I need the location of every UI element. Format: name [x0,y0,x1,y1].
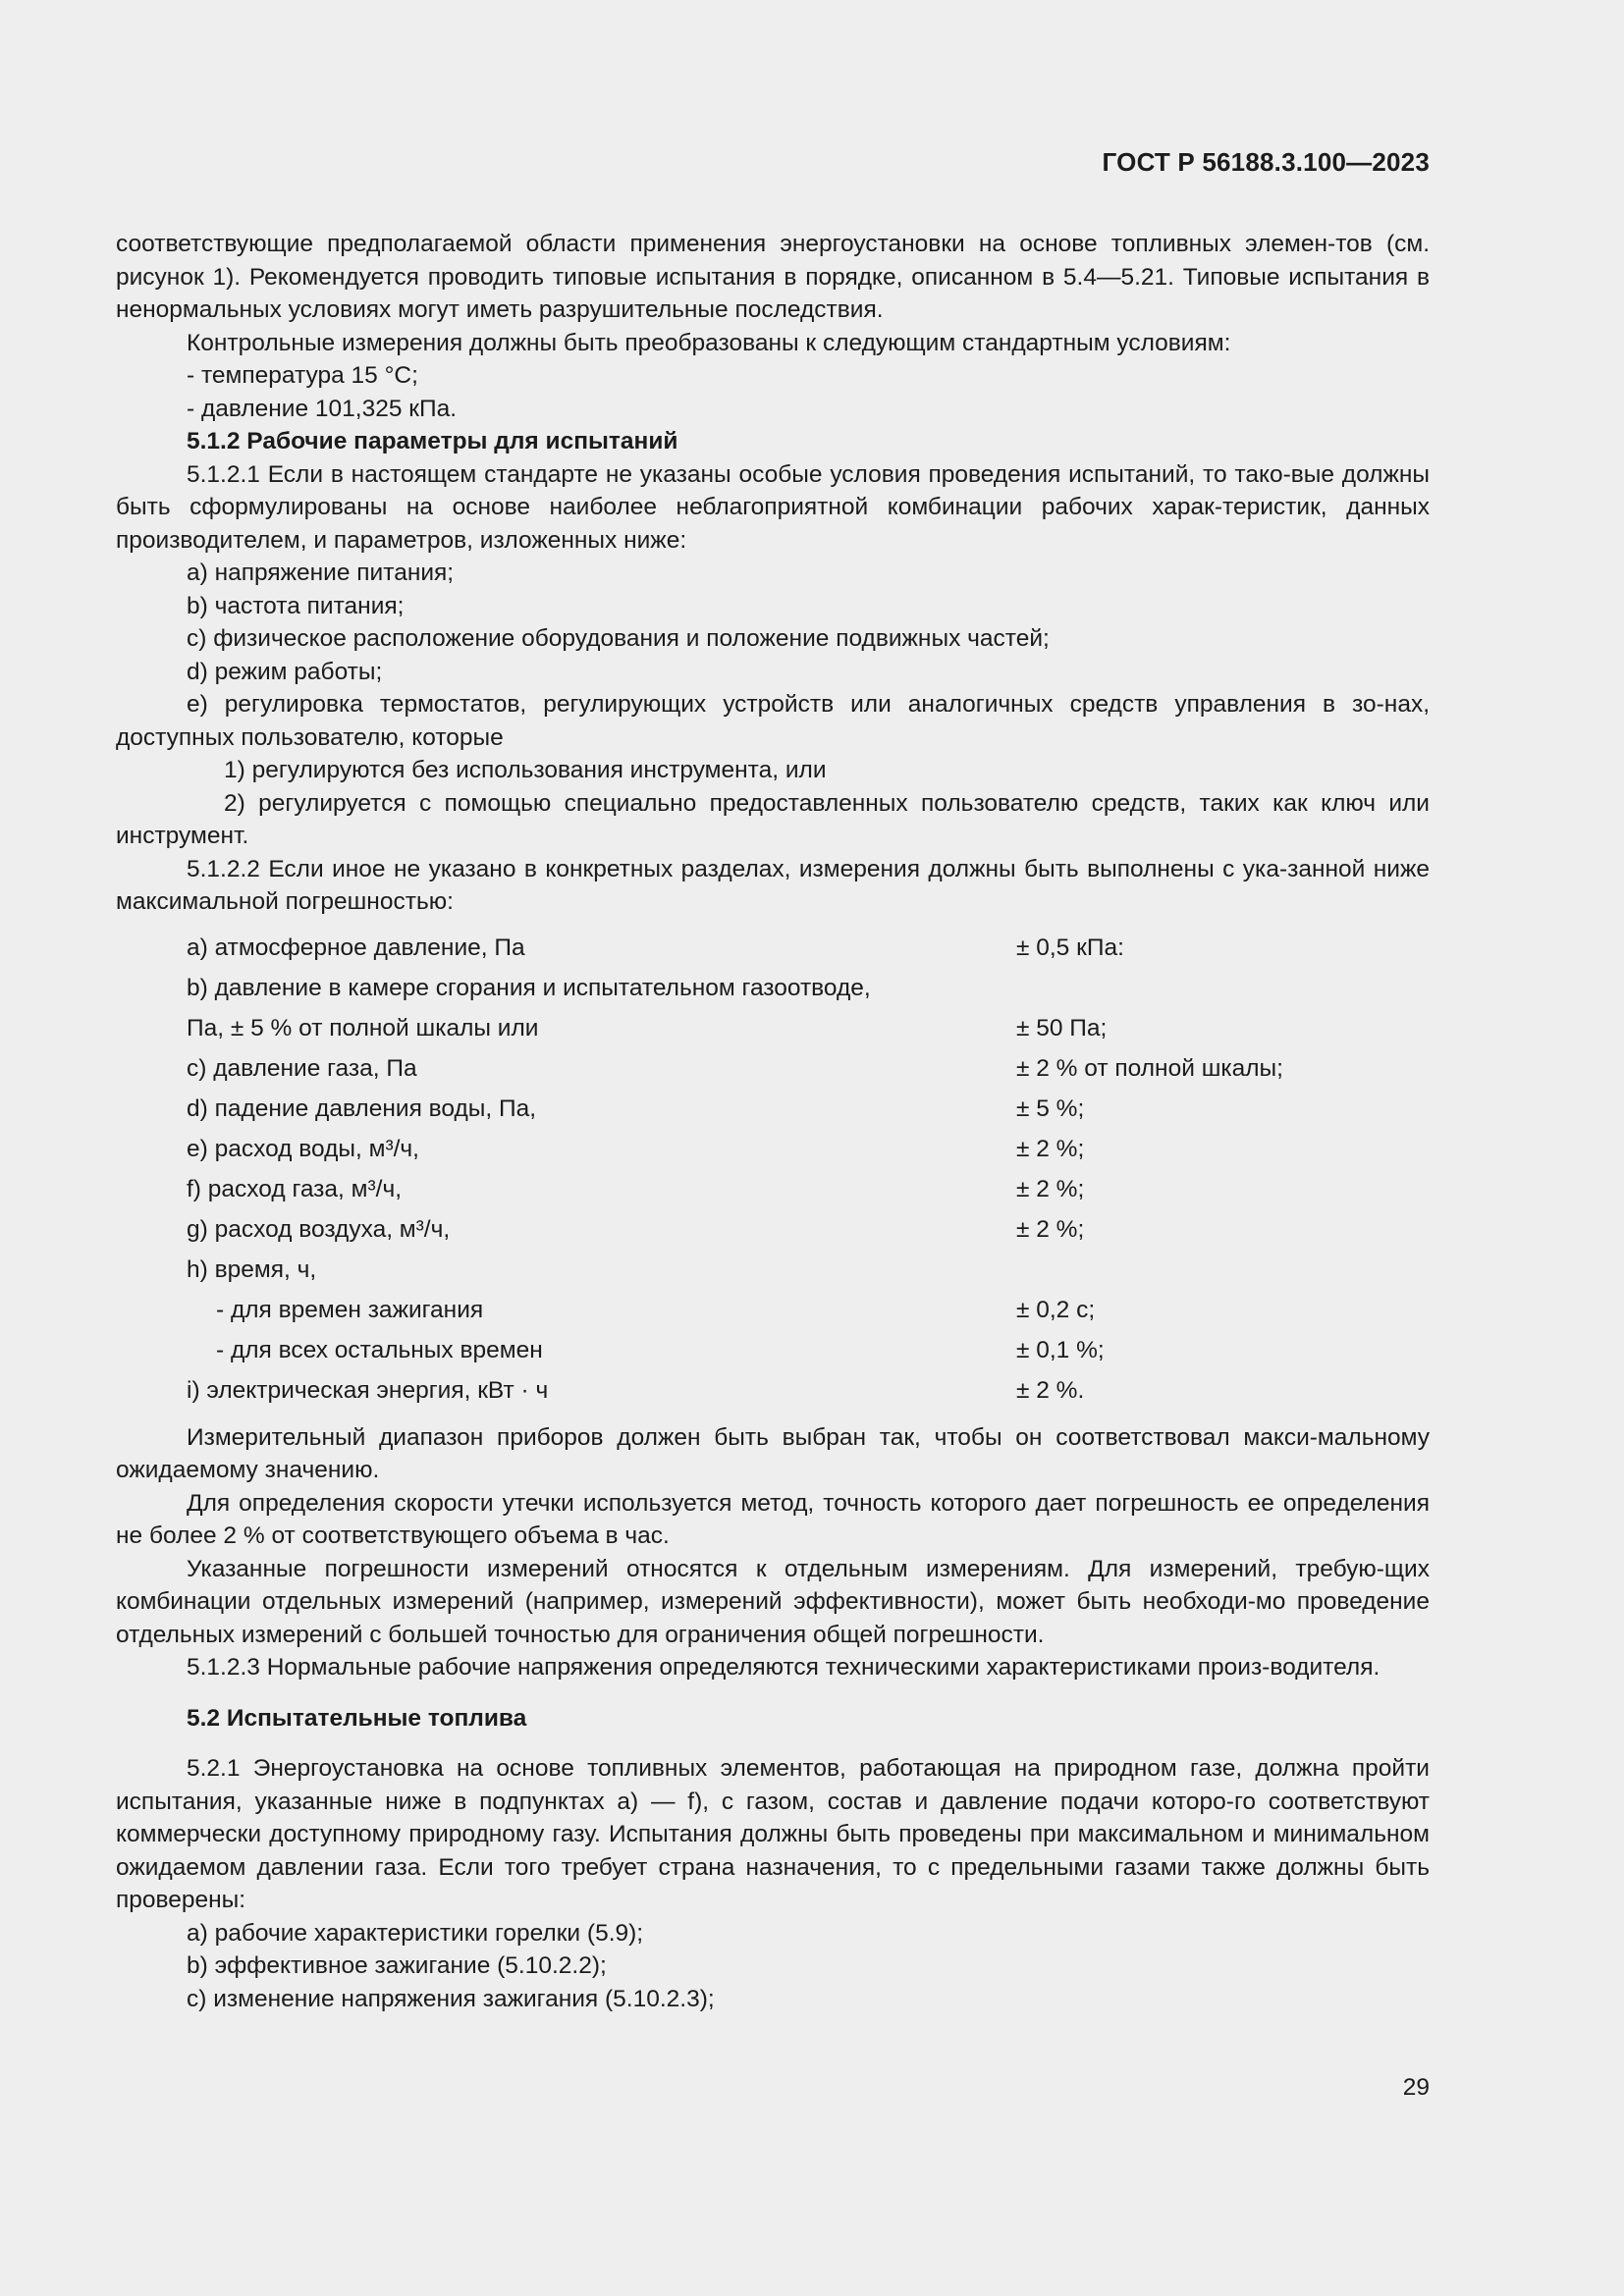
value-cell: ± 50 Па; [1016,1015,1108,1042]
param-cell: c) давление газа, Па [187,1055,417,1083]
table-row [116,1130,1430,1170]
paragraph: Для определения скорости утечки используется метод, точность которого дает погрешность ее определения не более 2 % от соответствующего объема в час. [116,1489,1430,1549]
list-item: e) регулировка термостатов, регулирующих устройств или аналогичных средств управления в зо-нах, доступных пользователю, которые [116,691,1430,751]
table-row [116,1049,1430,1090]
table-row [116,1090,1430,1130]
list-item: c) изменение напряжения зажигания (5.10.2.3); [187,1985,715,2012]
table-row [116,1170,1430,1210]
value-cell: ± 0,1 %; [1016,1337,1105,1364]
sub-list-item: 2) регулируется с помощью специально предоставленных пользователю средств, таких как ключ или инструмент. [116,789,1430,849]
value-cell: ± 0,2 с; [1016,1297,1096,1324]
paragraph: 5.1.2.1 Если в настоящем стандарте не указаны особые условия проведения испытаний, то тако-вые должны быть сформулированы на основе наиболее неблагоприятной комбинации рабочих харак-теристик, данных производителем, и параметров, изложенных ниже: [116,460,1430,554]
value-cell: ± 2 %; [1016,1216,1085,1244]
table-row [116,1210,1430,1251]
paragraph: Измерительный диапазон приборов должен быть выбран так, чтобы он соответствовал макси-мальному ожидаемому значению. [116,1423,1430,1483]
list-item: a) рабочие характеристики горелки (5.9); [187,1919,644,1947]
paragraph: 5.1.2.3 Нормальные рабочие напряжения определяются техническими характеристиками произ-водителя. [187,1654,1380,1681]
list-item: b) частота питания; [187,592,405,619]
list-item: - температура 15 °С; [187,362,418,389]
param-cell: b) давление в камере сгорания и испытательном газоотводе, [187,975,871,1002]
param-cell: - для всех остальных времен [216,1337,543,1364]
paragraph: 5.2.1 Энергоустановка на основе топливных элементов, работающая на природном газе, должна пройти испытания, указанные ниже в подпунктах а) — f), с газом, состав и давление подачи которо-го соответствуют коммерчески доступному природному газу. Испытания должны быть проведены при максимальном и минимальном ожидаемом давлении газа. Если того требует страна назначения, то с предельными газами также должны быть проверены: [116,1755,1430,1913]
param-cell: a) атмосферное давление, Па [187,934,525,962]
table-row [116,1009,1430,1049]
value-cell: ± 5 %; [1016,1095,1085,1123]
list-item: - давление 101,325 кПа. [187,395,458,422]
document-code-header: ГОСТ Р 56188.3.100—2023 [1102,147,1430,177]
param-cell: d) падение давления воды, Па, [187,1095,537,1123]
value-cell: ± 2 %. [1016,1377,1085,1405]
table-row [116,969,1430,1009]
paragraph: 5.1.2.2 Если иное не указано в конкретных разделах, измерения должны быть выполнены с ука-занной ниже максимальной погрешностью: [116,855,1430,915]
table-row [116,1291,1430,1331]
value-cell: ± 0,5 кПа: [1016,934,1124,962]
param-cell: - для времен зажигания [216,1297,484,1324]
param-cell: Па, ± 5 % от полной шкалы или [187,1015,539,1042]
table-row [116,929,1430,969]
list-item: d) режим работы; [187,658,383,685]
paragraph: Указанные погрешности измерений относятся к отдельным измерениям. Для измерений, требую-щих комбинации отдельных измерений (например, измерений эффективности), может быть необходи-мо проведение отдельных измерений с большей точностью для ограничения общей погрешности. [116,1555,1430,1648]
value-cell: ± 2 %; [1016,1136,1085,1163]
param-cell: e) расход воды, м³/ч, [187,1136,419,1163]
sub-list-item: 1) регулируются без использования инструмента, или [224,757,827,783]
page-number: 29 [1402,2074,1430,2101]
table-row [116,1251,1430,1291]
accuracy-table [116,929,1430,1412]
section-heading: 5.2 Испытательные топлива [187,1704,527,1732]
paragraph: Контрольные измерения должны быть преобразованы к следующим стандартным условиям: [187,329,1231,356]
param-cell: h) время, ч, [187,1256,317,1284]
table-row [116,1371,1430,1412]
param-cell: g) расход воздуха, м³/ч, [187,1216,451,1244]
param-cell: i) электрическая энергия, кВт · ч [187,1377,549,1405]
subsection-heading: 5.1.2 Рабочие параметры для испытаний [187,428,678,454]
param-cell: f) расход газа, м³/ч, [187,1176,403,1203]
value-cell: ± 2 %; [1016,1176,1085,1203]
paragraph: соответствующие предполагаемой области применения энергоустановки на основе топливных элемен-тов (см. рисунок 1). Рекомендуется проводить типовые испытания в порядке, описанном в 5.4—5.21. Типовые испытания в ненормальных условиях могут иметь разрушительные последствия. [116,231,1430,323]
value-cell: ± 2 % от полной шкалы; [1016,1055,1283,1083]
list-item: c) физическое расположение оборудования и положение подвижных частей; [187,625,1050,652]
list-item: b) эффективное зажигание (5.10.2.2); [187,1952,607,1979]
table-row [116,1331,1430,1371]
page-content [116,228,1430,2015]
list-item: a) напряжение питания; [187,560,455,586]
